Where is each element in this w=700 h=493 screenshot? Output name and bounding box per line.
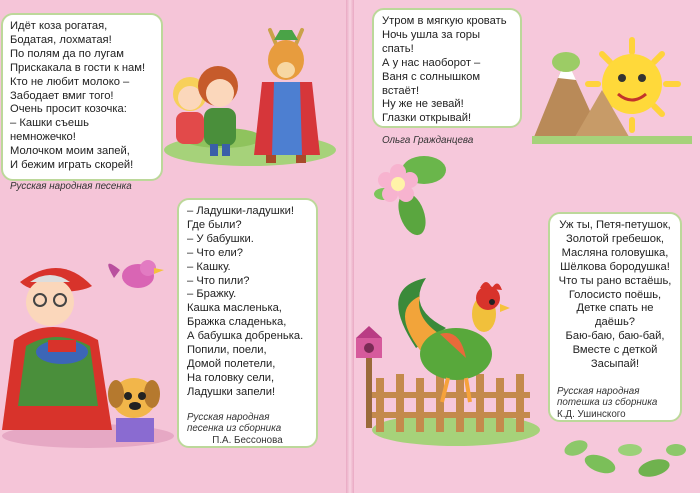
poem-ladushki-text: – Ладушки-ладушки! Где были? – У бабушки. – Что ели? – Кашку. – Что пили? – Бражку. Кашка масленька, Бражка сладенька, А бабушка добренька. Попили, поели, Домой полетели, На головку сели, Ладушки запели! [187, 205, 304, 398]
poem-rooster-box [548, 212, 682, 422]
poem-goat-box [1, 13, 163, 192]
poem-rooster-caption [557, 386, 673, 421]
poem-rooster-caption-line1: Русская народная [557, 385, 640, 397]
sun-and-mountain-illustration [532, 32, 692, 146]
poem-goat-text: Идёт коза рогатая, Бодатая, лохматая! По полям да по лугам Прискакала в гости к нам! Кто не любит молоко – Забодает вмиг того! Очень просит козочка: – Кашки съешь немножечко! Молочком моим запей, И бежим играть скорей! [10, 20, 146, 172]
children-and-goat-illustration [162, 10, 338, 168]
poem-rooster-text: Уж ты, Петя-петушок, Золотой гребешок, Масляна головушка, Шёлкова бородушка! Что ты рано встаёшь, Голосисто поёшь, Детке спать не даёшь? Баю-баю, баю-бай, Вместе с деткой Засыпай! [558, 219, 672, 371]
poem-morning-caption: Ольга Гражданцева [382, 135, 474, 147]
leaves-decoration [560, 430, 690, 486]
poem-ladushki-caption-line1: Русская народная [187, 411, 270, 423]
poem-goat-caption: Русская народная песенка [10, 180, 132, 192]
poem-rooster-caption-line3: К.Д. Ушинского [557, 408, 626, 420]
poem-ladushki-caption-line3: П.А. Бессонова [212, 434, 283, 446]
poem-morning-text: Утром в мягкую кровать Ночь ушла за горы спать! А у нас наоборот – Ваня с солнышком встаёт! Ну же не зевай! Глазки открывай! [382, 15, 507, 125]
poem-ladushki-caption [187, 412, 308, 447]
poem-ladushki-caption-line2: песенка из сборника [187, 423, 282, 435]
book-spine [346, 0, 354, 493]
grandmother-illustration [0, 250, 176, 450]
poem-ladushki-box [177, 198, 318, 448]
poem-rooster-caption-line2: потешка из сборника [557, 397, 658, 409]
flower-illustration [372, 150, 452, 238]
rooster-illustration [356, 258, 540, 448]
poem-morning-box [372, 8, 522, 147]
